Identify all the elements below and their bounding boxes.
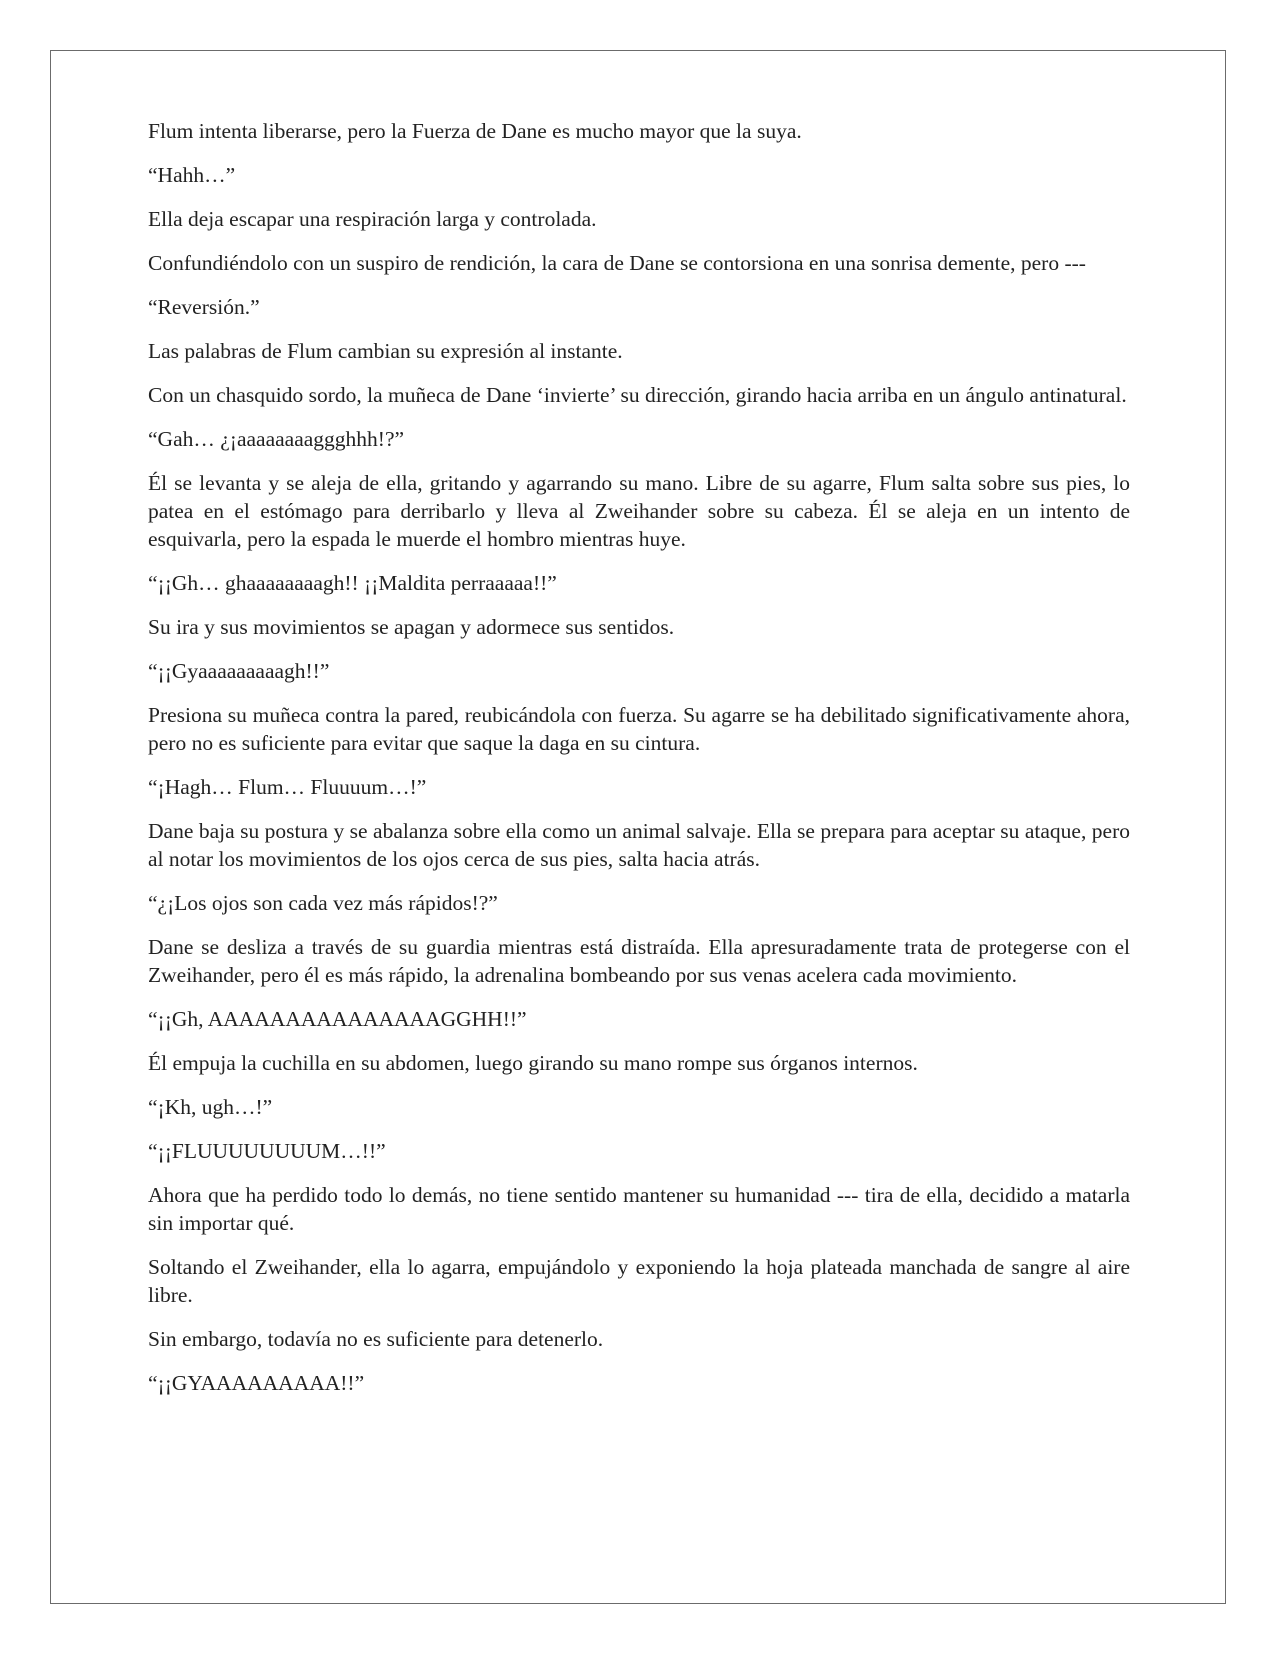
paragraph: “Gah… ¿¡aaaaaaaaggghhh!?” [148,427,405,451]
paragraph: “¡¡Gh… ghaaaaaaaagh!! ¡¡Maldita perraaaaa!!” [148,571,557,595]
paragraph: “¡¡Gh, AAAAAAAAAAAAAAAGGHH!!” [148,1007,527,1031]
paragraph: Sin embargo, todavía no es suficiente para detenerlo. [148,1327,604,1351]
paragraph: “¡Hagh… Flum… Fluuuum…!” [148,775,427,799]
paragraph: Soltando el Zweihander, ella lo agarra, empujándolo y exponiendo la hoja plateada manchada de sangre al aire libre. [148,1255,1130,1307]
paragraph: Confundiéndolo con un suspiro de rendición, la cara de Dane se contorsiona en una sonrisa demente, pero --- [148,251,1086,275]
paragraph: Su ira y sus movimientos se apagan y adormece sus sentidos. [148,615,675,639]
paragraph: “Hahh…” [148,163,236,187]
paragraph: Presiona su muñeca contra la pared, reubicándola con fuerza. Su agarre se ha debilitado significativamente ahora, pero no es suficiente para evitar que saque la daga en su cintura. [148,703,1130,755]
paragraph: Él empuja la cuchilla en su abdomen, luego girando su mano rompe sus órganos internos. [148,1051,918,1075]
paragraph: Las palabras de Flum cambian su expresión al instante. [148,339,623,363]
paragraph: “Reversión.” [148,295,260,319]
paragraph: “¡¡Gyaaaaaaaaagh!!” [148,659,330,683]
paragraph: Ella deja escapar una respiración larga y controlada. [148,207,597,231]
paragraph: “¡Kh, ugh…!” [148,1095,273,1119]
paragraph: Con un chasquido sordo, la muñeca de Dane ‘invierte’ su dirección, girando hacia arriba en un ángulo antinatural. [148,383,1127,407]
document-body [148,117,1130,1413]
paragraph: Ahora que ha perdido todo lo demás, no tiene sentido mantener su humanidad --- tira de ella, decidido a matarla sin importar qué. [148,1183,1130,1235]
paragraph: “¿¡Los ojos son cada vez más rápidos!?” [148,891,498,915]
paragraph: “¡¡GYAAAAAAAAA!!” [148,1371,365,1395]
paragraph: Flum intenta liberarse, pero la Fuerza de Dane es mucho mayor que la suya. [148,119,802,143]
paragraph: “¡¡FLUUUUUUUUM…!!” [148,1139,386,1163]
paragraph: Él se levanta y se aleja de ella, gritando y agarrando su mano. Libre de su agarre, Flum salta sobre sus pies, lo patea en el estómago para derribarlo y lleva al Zweihander sobre su cabeza. Él se aleja en un intento de esquivarla, pero la espada le muerde el hombro mientras huye. [148,471,1130,551]
paragraph: Dane se desliza a través de su guardia mientras está distraída. Ella apresuradamente trata de protegerse con el Zweihander, pero él es más rápido, la adrenalina bombeando por sus venas acelera cada movimiento. [148,935,1130,987]
paragraph: Dane baja su postura y se abalanza sobre ella como un animal salvaje. Ella se prepara para aceptar su ataque, pero al notar los movimientos de los ojos cerca de sus pies, salta hacia atrás. [148,819,1130,871]
